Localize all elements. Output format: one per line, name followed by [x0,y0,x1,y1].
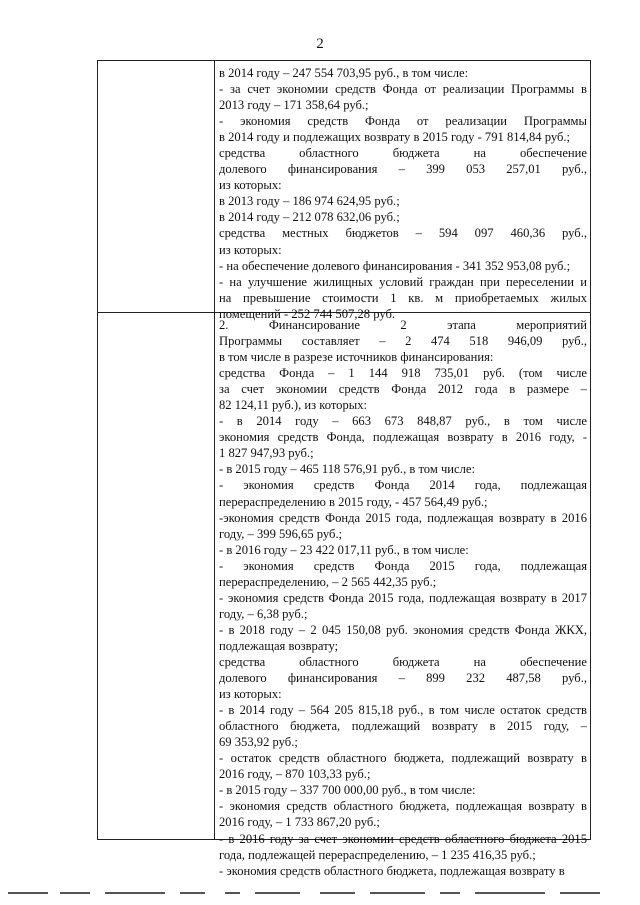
text-line: - в 2016 году за счет экономии средств областного бюджета 2015 [219,831,587,846]
text-line: 2016 году, – 1 733 867,20 руб.; [219,815,380,830]
text-line: в 2014 году – 247 554 703,95 руб., в том числе: [219,66,469,80]
text-line: - экономия средств областного бюджета, подлежащая возврату в [219,799,587,814]
text-line: - экономия средств областного бюджета, подлежащая возврату в [219,863,565,878]
text-line: году, – 399 596,65 руб.; [219,526,343,541]
text-line: перераспределению в 2015 году, - 457 564,49 руб.; [219,494,488,509]
text-line: 1 827 947,93 руб.; [219,446,314,461]
text-line: 2. Финансирование 2 этапа мероприятий [219,318,587,332]
text-line: из которых: [219,687,282,702]
text-line: за счет экономии средств Фонда 2012 года в размере – [219,382,587,397]
text-line: -экономия средств Фонда 2015 года, подлежащая возврату в 2016 [219,510,587,525]
text-line: - в 2014 году – 564 205 815,18 руб., в том числе остаток средств [219,703,587,718]
text-line: 2016 году, – 870 103,33 руб.; [219,767,371,782]
text-line: областного бюджета, подлежащий возврату в 2015 году, – [219,719,587,734]
page-number: 2 [316,36,324,52]
text-line: экономия средств Фонда, подлежащая возврату в 2016 году, - [219,430,587,445]
table-row-1-text [219,65,587,322]
text-line: - в 2014 году – 663 673 848,87 руб., в том числе [219,414,587,429]
text-line: - в 2018 году – 2 045 150,08 руб. экономия средств Фонда ЖКХ, [219,622,587,637]
table-right-column [215,61,590,878]
text-line: - экономия средств Фонда 2015 года, подлежащая [219,558,587,573]
text-line: - экономия средств Фонда 2014 года, подлежащая [219,478,587,493]
text-line: долевого финансирования – 899 232 487,58 руб., [219,671,587,686]
text-line: - за счет экономии средств Фонда от реализации Программы в [219,82,587,97]
scan-artifacts [0,891,640,897]
text-line: в 2013 году – 186 974 624,95 руб.; [219,194,400,209]
text-line: 2013 году – 171 358,64 руб.; [219,98,369,113]
text-line: - экономия средств Фонда 2015 года, подлежащая возврату в 2017 [219,590,587,605]
text-line: - в 2016 году – 23 422 017,11 руб., в том числе: [219,542,469,557]
text-line: средства областного бюджета на обеспечение [219,146,587,161]
text-line: года, подлежащей перераспределению, – 1 235 416,35 руб.; [219,847,536,862]
text-line: средства Фонда – 1 144 918 735,01 руб. (том числе [219,366,587,381]
text-line: 69 353,92 руб.; [219,735,298,750]
text-line: Программы составляет – 2 474 518 946,09 руб., [219,334,587,349]
table-left-column [98,61,215,839]
text-line: 82 124,11 руб.), из которых: [219,398,368,413]
document-table [97,60,591,878]
text-line: в том числе в разрезе источников финансирования: [219,350,494,365]
text-line: долевого финансирования – 399 053 257,01 руб., [219,162,587,177]
text-line: из которых: [219,242,282,257]
text-line: в 2014 году и подлежащих возврату в 2015 году - 791 814,84 руб.; [219,130,571,145]
text-line: перераспределению, – 2 565 442,35 руб.; [219,574,437,589]
text-line: в 2014 году – 212 078 632,06 руб.; [219,210,400,225]
text-line: - остаток средств областного бюджета, подлежащий возврату в [219,751,587,766]
text-line: подлежащая возврату; [219,638,339,653]
text-line: средства областного бюджета на обеспечение [219,654,587,669]
text-line: - в 2015 году – 465 118 576,91 руб., в том числе: [219,462,476,477]
text-line: - на улучшение жилищных условий граждан при переселении и [219,274,587,289]
text-line: на превышение стоимости 1 кв. м приобретаемых жилых [219,290,587,305]
text-line: - в 2015 году – 337 700 000,00 руб., в том числе: [219,783,476,798]
text-line: помещений - 252 744 507,28 руб. [219,306,396,321]
row-divider-left [98,312,215,313]
text-line: - на обеспечение долевого финансирования - 341 352 953,08 руб.; [219,258,571,273]
text-line: из которых: [219,178,282,193]
text-line: году, – 6,38 руб.; [219,606,308,621]
text-line: - экономия средств Фонда от реализации Программы [219,114,587,129]
table-row-2-text [219,317,587,879]
text-line: средства местных бюджетов – 594 097 460,36 руб., [219,226,587,241]
